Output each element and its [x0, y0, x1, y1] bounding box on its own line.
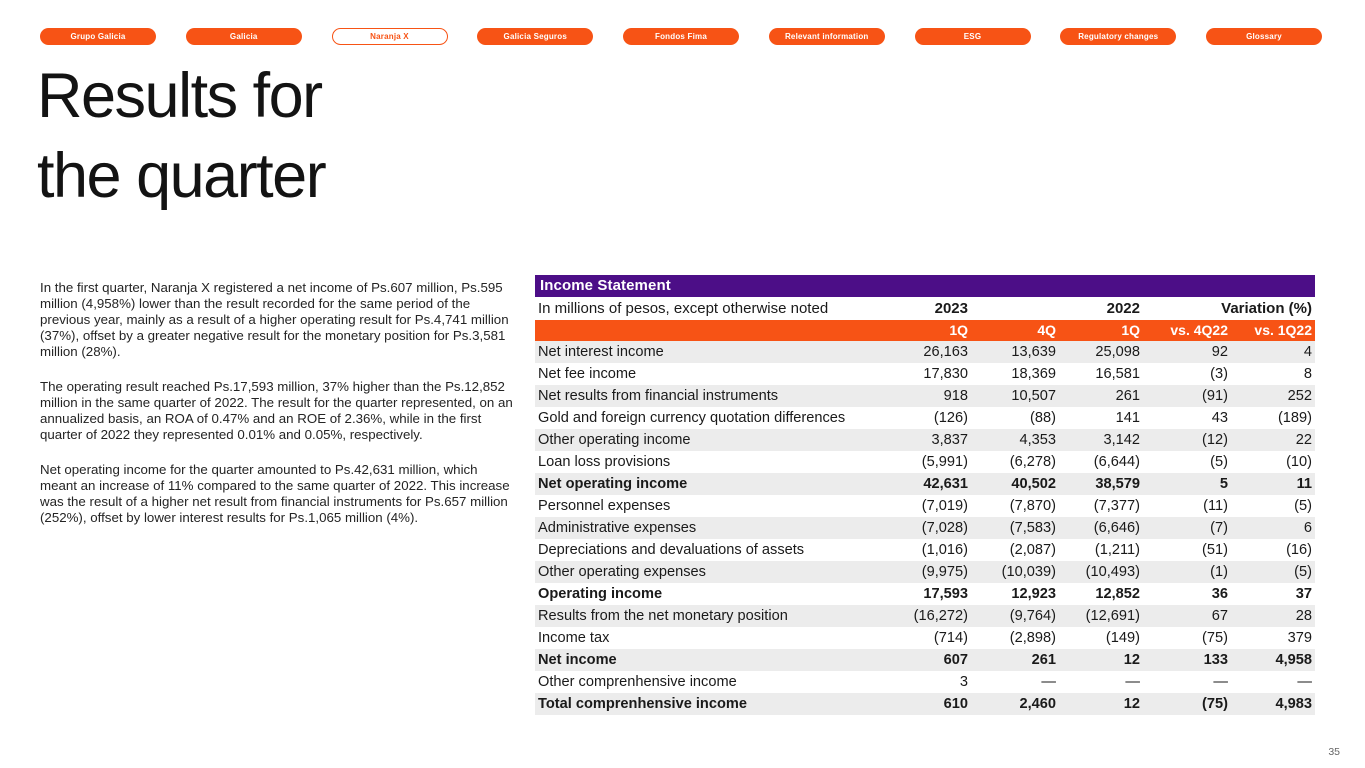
cell-value: 26,163: [923, 344, 968, 360]
cell-value: (6,278): [1009, 454, 1056, 470]
nav-pills: [40, 28, 1322, 45]
row-label: Results from the net monetary position: [538, 608, 788, 624]
table-row: [535, 671, 1315, 693]
page-title-line1: Results for: [37, 61, 322, 131]
cell-value: (11): [1203, 498, 1228, 514]
table-row: [535, 561, 1315, 583]
row-label: Net results from financial instruments: [538, 388, 779, 404]
cell-value: (6,644): [1093, 454, 1140, 470]
table-row: [535, 495, 1315, 517]
nav-pill-galicia-seguros[interactable]: Galicia Seguros: [477, 28, 593, 45]
cell-value: (10): [1286, 454, 1313, 470]
income-statement-grid: [535, 297, 1315, 715]
cell-value: 12,923: [1011, 586, 1056, 602]
table-row: [535, 517, 1315, 539]
row-label: Other comprenhensive income: [538, 674, 737, 690]
cell-value: (1): [1210, 564, 1228, 580]
quarter-header-1q22: 1Q: [1059, 320, 1143, 341]
cell-value: (7,583): [1009, 520, 1056, 536]
nav-pill-regulatory-changes[interactable]: Regulatory changes: [1060, 28, 1176, 45]
quarter-header-4q: 4Q: [971, 320, 1059, 341]
nav-pill-glossary[interactable]: Glossary: [1206, 28, 1322, 45]
cell-value: 13,639: [1011, 344, 1056, 360]
cell-value: (16,272): [913, 608, 968, 624]
cell-value: (88): [1030, 410, 1056, 426]
cell-value: 36: [1211, 586, 1228, 602]
cell-value: 2,460: [1019, 696, 1056, 712]
cell-value: 4,958: [1275, 652, 1313, 668]
cell-value: (12): [1202, 432, 1228, 448]
cell-value: 3,837: [931, 432, 968, 448]
cell-value: (149): [1105, 630, 1140, 646]
cell-value: (9,975): [921, 564, 968, 580]
nav-pill-grupo-galicia[interactable]: Grupo Galicia: [40, 28, 156, 45]
table-row: [535, 693, 1315, 715]
cell-value: —: [1297, 674, 1313, 690]
cell-value: (189): [1277, 410, 1313, 426]
table-row: [535, 605, 1315, 627]
cell-value: 43: [1211, 410, 1228, 426]
cell-value: 16,581: [1095, 366, 1140, 382]
cell-value: (1,016): [921, 542, 968, 558]
row-label: Income tax: [538, 630, 610, 646]
row-label: Loan loss provisions: [538, 454, 671, 470]
cell-value: 918: [943, 388, 968, 404]
row-label: Gold and foreign currency quotation differences: [538, 410, 846, 426]
table-row: [535, 363, 1315, 385]
cell-value: 17,593: [923, 586, 968, 602]
quarter-header-vs4q22: vs. 4Q22: [1143, 320, 1231, 341]
cell-value: (2,087): [1009, 542, 1056, 558]
cell-value: 12,852: [1095, 586, 1140, 602]
cell-value: 67: [1211, 608, 1228, 624]
table-subhead-row: [535, 297, 1315, 320]
cell-value: 12: [1123, 696, 1140, 712]
cell-value: 141: [1115, 410, 1140, 426]
table-row: [535, 451, 1315, 473]
commentary: [40, 280, 516, 545]
cell-value: (6,646): [1093, 520, 1140, 536]
cell-value: (7,377): [1093, 498, 1140, 514]
row-label: Net operating income: [538, 476, 688, 492]
cell-value: 261: [1115, 388, 1140, 404]
cell-value: (7): [1210, 520, 1228, 536]
table-subtitle: In millions of pesos, except otherwise noted: [538, 300, 829, 317]
table-title: Income Statement: [535, 275, 1315, 297]
row-label: Net fee income: [538, 366, 637, 382]
cell-value: (5): [1294, 564, 1313, 580]
nav-pill-galicia[interactable]: Galicia: [186, 28, 302, 45]
page-title-line2: the quarter: [37, 141, 326, 211]
cell-value: —: [1213, 674, 1228, 690]
cell-value: 92: [1211, 344, 1228, 360]
cell-value: 42,631: [923, 476, 968, 492]
cell-value: (7,019): [921, 498, 968, 514]
cell-value: 11: [1296, 476, 1313, 492]
nav-pill-naranja-x[interactable]: Naranja X: [332, 28, 448, 45]
year-header-2023: 2023: [934, 300, 968, 317]
row-label: Other operating expenses: [538, 564, 706, 580]
cell-value: 4,353: [1019, 432, 1056, 448]
cell-value: 610: [943, 696, 968, 712]
cell-value: (75): [1202, 630, 1228, 646]
table-row: [535, 627, 1315, 649]
cell-value: 8: [1303, 366, 1313, 382]
table-row: [535, 429, 1315, 451]
row-label: Other operating income: [538, 432, 691, 448]
cell-value: (9,764): [1009, 608, 1056, 624]
cell-value: 4: [1303, 344, 1313, 360]
cell-value: 607: [943, 652, 968, 668]
table-row: [535, 649, 1315, 671]
cell-value: (12,691): [1085, 608, 1140, 624]
cell-value: 252: [1287, 388, 1313, 404]
cell-value: 38,579: [1095, 476, 1140, 492]
year-header-2022: 2022: [1106, 300, 1140, 317]
table-row: [535, 341, 1315, 363]
table-row: [535, 473, 1315, 495]
cell-value: (2,898): [1009, 630, 1056, 646]
cell-value: 4,983: [1275, 696, 1313, 712]
nav-pill-esg[interactable]: ESG: [915, 28, 1031, 45]
quarter-header-empty: [535, 320, 891, 341]
cell-value: 40,502: [1011, 476, 1056, 492]
cell-value: 37: [1295, 586, 1313, 602]
cell-value: (126): [933, 410, 968, 426]
cell-value: (91): [1202, 388, 1228, 404]
table-row: [535, 385, 1315, 407]
cell-value: (3): [1210, 366, 1228, 382]
cell-value: 5: [1219, 476, 1228, 492]
cell-value: 22: [1295, 432, 1313, 448]
year-header-empty: [971, 297, 1059, 320]
cell-value: (714): [933, 630, 968, 646]
cell-value: 6: [1303, 520, 1313, 536]
cell-value: (7,870): [1009, 498, 1056, 514]
page-title: [37, 56, 325, 216]
income-statement-table: [535, 275, 1315, 715]
row-label: Net interest income: [538, 344, 664, 360]
cell-value: (5): [1294, 498, 1313, 514]
table-row: [535, 407, 1315, 429]
cell-value: 3,142: [1103, 432, 1140, 448]
cell-value: 17,830: [923, 366, 968, 382]
cell-value: 379: [1287, 630, 1313, 646]
cell-value: 25,098: [1095, 344, 1140, 360]
cell-value: 18,369: [1011, 366, 1056, 382]
quarter-header-1q23: 1Q: [891, 320, 971, 341]
cell-value: (10,039): [1001, 564, 1056, 580]
cell-value: —: [1041, 674, 1056, 690]
page-number: 35: [1328, 746, 1340, 758]
variation-header: Variation (%): [1221, 300, 1313, 317]
cell-value: (51): [1202, 542, 1228, 558]
row-label: Total comprenhensive income: [538, 696, 747, 712]
row-label: Net income: [538, 652, 617, 668]
cell-value: 12: [1123, 652, 1140, 668]
paragraph-2: The operating result reached Ps.17,593 million, 37% higher than the Ps.12,852 million in the same quarter of 2022. The result for the quarter represented, on an annualized basis, an ROA of 0.47% and an ROE of 2.36%, while in the first quarter of 2022 they represented 0.01% and 0.05%, respectively.: [40, 379, 513, 442]
cell-value: (5): [1210, 454, 1228, 470]
cell-value: (7,028): [921, 520, 968, 536]
paragraph-3: Net operating income for the quarter amounted to Ps.42,631 million, which meant an increase of 11% compared to the same quarter of 2022. This increase was the result of a higher net result from financial instruments for Ps.657 million (252%), offset by lower interest results for Ps.1,065 million (4%).: [40, 462, 510, 525]
table-row: [535, 583, 1315, 605]
nav-pill-relevant-information[interactable]: Relevant information: [769, 28, 885, 45]
cell-value: (16): [1286, 542, 1313, 558]
cell-value: 28: [1295, 608, 1313, 624]
row-label: Depreciations and devaluations of assets: [538, 542, 805, 558]
cell-value: 3: [959, 674, 968, 690]
row-label: Personnel expenses: [538, 498, 671, 514]
row-label: Administrative expenses: [538, 520, 697, 536]
cell-value: 261: [1031, 652, 1056, 668]
quarter-header-vs1q22: vs. 1Q22: [1231, 320, 1315, 341]
cell-value: —: [1125, 674, 1140, 690]
cell-value: (1,211): [1094, 542, 1140, 558]
cell-value: 10,507: [1011, 388, 1056, 404]
cell-value: 133: [1203, 652, 1228, 668]
cell-value: (5,991): [921, 454, 968, 470]
table-quarter-row: [535, 320, 1315, 341]
nav-pill-fondos-fima[interactable]: Fondos Fima: [623, 28, 739, 45]
paragraph-1: In the first quarter, Naranja X registered a net income of Ps.607 million, Ps.595 million (4,958%) lower than the result recorded for the same period of the previous year, mainly as a result of a higher operating result for Ps.4,741 million (37%), offset by a greater negative result for the monetary position for Ps.3,581 million (28%).: [40, 280, 509, 359]
table-row: [535, 539, 1315, 561]
row-label: Operating income: [538, 586, 663, 602]
cell-value: (75): [1202, 696, 1228, 712]
cell-value: (10,493): [1085, 564, 1140, 580]
table-body: [535, 341, 1315, 715]
